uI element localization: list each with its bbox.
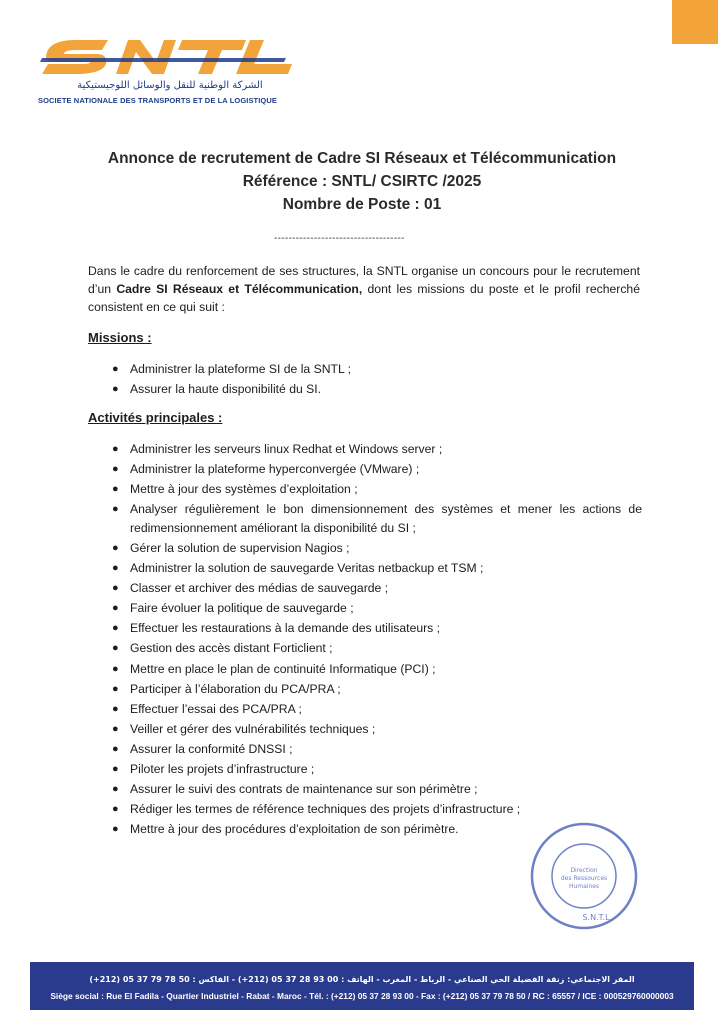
activities-list bbox=[112, 440, 642, 840]
svg-text:Direction: Direction bbox=[570, 867, 598, 874]
intro-text-2: dont les missions du poste et le profil recherché consistent en ce qui suit : bbox=[88, 282, 640, 314]
list-item: ● Gérer la solution de supervision Nagios ; bbox=[112, 539, 642, 558]
bullet-icon: ● bbox=[112, 562, 119, 575]
corner-tab bbox=[672, 0, 718, 44]
announcement-title: Annonce de recrutement de Cadre SI Réseaux et Télécommunication bbox=[107, 150, 617, 167]
title-separator: ------------------------------------ bbox=[274, 233, 405, 244]
title-block bbox=[0, 150, 724, 219]
footer-french-line: Siège social : Rue El Fadila - Quartier Industriel - Rabat - Maroc - Tél. : (+212) 05 37 28 93 00 - Fax : (+212) 05 37 79 78 50 / RC : 65557 / ICE : 000529760000003 bbox=[50, 991, 674, 1001]
bullet-icon: ● bbox=[112, 702, 119, 715]
list-item: ● Mettre à jour des systèmes d’exploitation ; bbox=[112, 480, 642, 499]
bullet-icon: ● bbox=[112, 622, 119, 635]
positions-count: Nombre de Poste : 01 bbox=[282, 196, 442, 213]
list-item: ● Assurer la haute disponibilité du SI. bbox=[112, 380, 642, 399]
intro-paragraph bbox=[88, 262, 640, 316]
svg-text:des Ressources: des Ressources bbox=[560, 875, 608, 882]
svg-text:Humaines: Humaines bbox=[568, 883, 600, 890]
company-stamp bbox=[528, 820, 640, 932]
list-item: ● Administrer les serveurs linux Redhat et Windows server ; bbox=[112, 440, 642, 459]
french-company-name: SOCIETE NATIONALE DES TRANSPORTS ET DE LA LOGISTIQUE bbox=[38, 96, 277, 105]
bullet-icon: ● bbox=[112, 463, 119, 476]
list-item: ● Assurer le suivi des contrats de maintenance sur son périmètre ; bbox=[112, 780, 642, 799]
bullet-icon: ● bbox=[112, 503, 119, 516]
list-item: ● Administrer la solution de sauvegarde Veritas netbackup et TSM ; bbox=[112, 559, 642, 578]
bullet-icon: ● bbox=[112, 483, 119, 496]
bullet-icon: ● bbox=[112, 823, 119, 836]
bullet-icon: ● bbox=[112, 803, 119, 816]
arabic-company-name: الشركة الوطنية للنقل والوسائل اللوجيستيكية bbox=[77, 80, 263, 91]
list-item: ● Effectuer les restaurations à la demande des utilisateurs ; bbox=[112, 619, 642, 638]
intro-job-title: Cadre SI Réseaux et Télécommunication, bbox=[116, 282, 363, 296]
activities-heading: Activités principales : bbox=[88, 410, 223, 425]
list-item: ● Classer et archiver des médias de sauvegarde ; bbox=[112, 579, 642, 598]
bullet-icon: ● bbox=[112, 582, 119, 595]
list-item: ● Gestion des accès distant Forticlient ; bbox=[112, 639, 642, 658]
bullet-icon: ● bbox=[112, 662, 119, 675]
list-item: ● Mettre en place le plan de continuité Informatique (PCI) ; bbox=[112, 660, 642, 679]
list-item: ● Administrer la plateforme SI de la SNTL ; bbox=[112, 360, 642, 379]
list-item: ● Faire évoluer la politique de sauvegarde ; bbox=[112, 599, 642, 618]
list-item: ● Analyser régulièrement le bon dimensionnement des systèmes et mener les actions de redimensionnement améliorant la disponibilité du SI ; bbox=[112, 502, 642, 535]
bullet-icon: ● bbox=[112, 783, 119, 796]
intro-text-1: Dans le cadre du renforcement de ses structures, la SNTL organise un concours pour le recrutement d’un bbox=[88, 264, 640, 296]
list-item: ● Assurer la conformité DNSSI ; bbox=[112, 740, 642, 759]
list-item: ● Effectuer l’essai des PCA/PRA ; bbox=[112, 700, 642, 719]
list-item: ● Mettre à jour des procédures d’exploitation de son périmètre. bbox=[112, 820, 642, 839]
bullet-icon: ● bbox=[112, 541, 119, 554]
list-item: ● Piloter les projets d’infrastructure ; bbox=[112, 760, 642, 779]
bullet-icon: ● bbox=[112, 742, 119, 755]
list-item: ● Veiller et gérer des vulnérabilités techniques ; bbox=[112, 720, 642, 739]
bullet-icon: ● bbox=[112, 722, 119, 735]
reference-line: Référence : SNTL/ CSIRTC /2025 bbox=[242, 173, 482, 190]
list-item: ● Participer à l’élaboration du PCA/PRA ; bbox=[112, 680, 642, 699]
bullet-icon: ● bbox=[112, 763, 119, 775]
footer-arabic-line: المقر الاجتماعي: زنقة الفضيلة الحي الصناعي - الرباط - المغرب - الهاتف : 00 93 28 37 05 (212+) - الفاكس : 50 78 79 37 05 (212+) bbox=[89, 975, 635, 984]
missions-list bbox=[112, 360, 642, 400]
bullet-icon: ● bbox=[112, 682, 119, 695]
footer-bar bbox=[30, 962, 694, 1010]
list-item: ● Administrer la plateforme hyperconvergée (VMware) ; bbox=[112, 460, 642, 479]
bullet-icon: ● bbox=[112, 383, 119, 396]
bullet-icon: ● bbox=[112, 642, 119, 655]
bullet-icon: ● bbox=[112, 443, 119, 455]
bullet-icon: ● bbox=[112, 363, 119, 375]
bullet-icon: ● bbox=[112, 602, 119, 615]
list-item: ● Rédiger les termes de référence techniques des projets d’infrastructure ; bbox=[112, 800, 642, 819]
svg-text:S.N.T.L: S.N.T.L bbox=[582, 913, 610, 922]
missions-heading: Missions : bbox=[88, 330, 152, 345]
